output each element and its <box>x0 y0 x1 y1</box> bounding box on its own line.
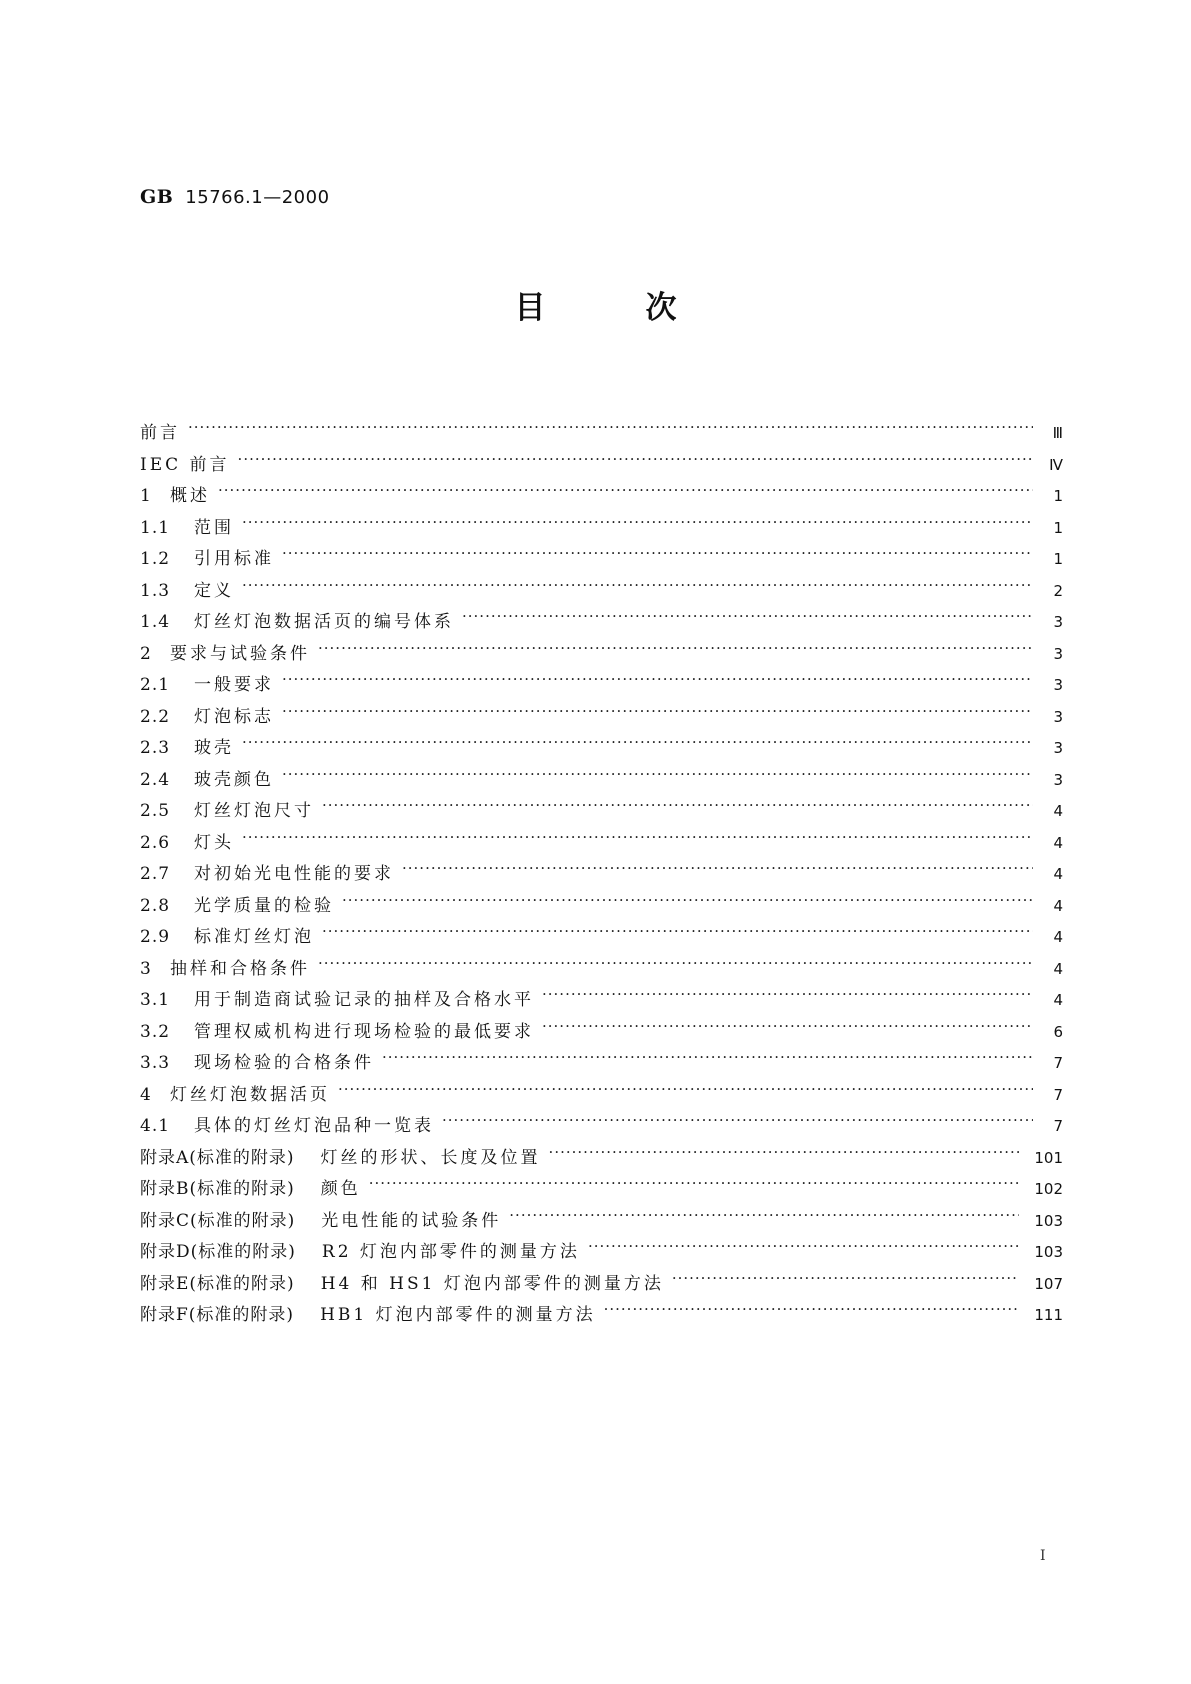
toc-entry-label: 玻壳 <box>194 738 234 758</box>
toc-entry-label: 现场检验的合格条件 <box>194 1053 374 1073</box>
toc-entry-label: 管理权威机构进行现场检验的最低要求 <box>194 1021 534 1042</box>
toc-entry-label: 抽样和合格条件 <box>170 958 310 979</box>
appendix-label: 颜色 <box>320 1179 361 1199</box>
toc-entry-label: 灯丝灯泡数据活页的编号体系 <box>194 612 454 632</box>
toc-leader-dots <box>242 516 1033 533</box>
toc-entry-page: 1 <box>1053 550 1063 568</box>
toc-entry-number: 1.3 <box>140 580 171 601</box>
toc-leader-dots <box>542 1020 1033 1037</box>
toc-leader-dots <box>282 547 1033 564</box>
toc-entry-page: 2 <box>1053 581 1063 600</box>
toc-entry-1-2[interactable] <box>140 544 1063 576</box>
toc-entry-3[interactable] <box>140 954 1063 986</box>
toc-entry-2-5[interactable] <box>140 796 1063 828</box>
toc-entry-label: 光学质量的检验 <box>194 895 334 916</box>
toc-entry-page: 7 <box>1053 1117 1063 1135</box>
appendix-label: 灯丝的形状、长度及位置 <box>320 1147 541 1168</box>
toc-entry-2-6[interactable] <box>140 828 1063 860</box>
toc-entry-label: 概述 <box>170 486 210 506</box>
toc-entry-1-3[interactable] <box>140 576 1063 608</box>
toc-entry-number: 2.3 <box>140 738 171 758</box>
toc-entry-page: 3 <box>1053 770 1063 789</box>
toc-entry-1-1[interactable] <box>140 513 1063 545</box>
appendix-label: 光电性能的试验条件 <box>321 1210 502 1231</box>
toc-entry-page: 4 <box>1053 896 1063 915</box>
toc-entry-2[interactable] <box>140 639 1063 671</box>
toc-appendix-c[interactable] <box>140 1206 1063 1238</box>
toc-entry-number: 2.4 <box>140 769 171 790</box>
toc-entry-4[interactable] <box>140 1080 1063 1112</box>
toc-entry-3-3[interactable] <box>140 1048 1063 1080</box>
toc-entry-label: 引用标准 <box>194 549 274 569</box>
toc-entry-page: 4 <box>1053 802 1063 820</box>
toc-appendix-e[interactable] <box>140 1269 1063 1301</box>
toc-leader-dots <box>462 610 1033 627</box>
toc-entry-number: 1 <box>140 486 152 506</box>
toc-entry-number: 2.1 <box>140 675 171 695</box>
toc-entry-number: 3.2 <box>140 1021 171 1042</box>
toc-entry-2-9[interactable] <box>140 922 1063 954</box>
toc-entry-page: 7 <box>1053 1085 1063 1104</box>
toc-entry-label: 玻壳颜色 <box>194 769 274 790</box>
appendix-label: H4 和 HS1 灯泡内部零件的测量方法 <box>320 1273 664 1294</box>
toc-entry-page: 4 <box>1053 959 1063 978</box>
toc-entry-2-2[interactable] <box>140 702 1063 734</box>
standard-number: 15766.1—2000 <box>185 187 330 208</box>
toc-leader-dots <box>442 1114 1033 1131</box>
toc-entry-number: 1.1 <box>140 517 171 538</box>
toc-entry-number: 4 <box>140 1084 152 1105</box>
toc-entry-label: 用于制造商试验记录的抽样及合格水平 <box>194 990 534 1010</box>
toc-entry-foreword[interactable] <box>140 418 1063 450</box>
toc-entry-page: 103 <box>1034 1243 1063 1261</box>
toc-leader-dots <box>318 642 1033 659</box>
toc-leader-dots <box>188 421 1033 438</box>
toc-leader-dots <box>218 484 1033 501</box>
toc-entry-1[interactable] <box>140 481 1063 513</box>
toc-entry-label: IEC 前言 <box>140 454 230 475</box>
toc-leader-dots <box>242 579 1033 596</box>
toc-entry-page: Ⅲ <box>1052 424 1063 442</box>
toc-entry-label: 标准灯丝灯泡 <box>194 927 314 947</box>
appendix-label: R2 灯泡内部零件的测量方法 <box>321 1242 580 1262</box>
appendix-name: 附录B(标准的附录) <box>140 1179 295 1199</box>
toc-entry-page: 7 <box>1053 1054 1063 1072</box>
toc-entry-3-2[interactable] <box>140 1017 1063 1049</box>
toc-entry-page: Ⅳ <box>1049 455 1063 474</box>
toc-entry-page: 101 <box>1034 1148 1063 1167</box>
toc-entry-label: 范围 <box>194 517 234 538</box>
table-of-contents <box>140 418 1063 1332</box>
toc-entry-1-4[interactable] <box>140 607 1063 639</box>
toc-entry-iec-foreword[interactable] <box>140 450 1063 482</box>
toc-leader-dots <box>322 799 1033 816</box>
toc-entry-label: 前言 <box>140 423 180 443</box>
toc-entry-label: 灯泡标志 <box>194 706 274 727</box>
toc-leader-dots <box>588 1240 1019 1257</box>
toc-appendix-d[interactable] <box>140 1237 1063 1269</box>
toc-entry-2-1[interactable] <box>140 670 1063 702</box>
toc-entry-label: 具体的灯丝灯泡品种一览表 <box>194 1116 434 1136</box>
appendix-name: 附录C(标准的附录) <box>140 1210 296 1231</box>
toc-entry-page: 3 <box>1053 739 1063 757</box>
appendix-name: 附录D(标准的附录) <box>140 1242 296 1262</box>
toc-entry-number: 2.7 <box>140 864 171 884</box>
toc-leader-dots <box>549 1146 1019 1163</box>
toc-entry-number: 2 <box>140 643 152 664</box>
toc-entry-number: 2.5 <box>140 801 171 821</box>
toc-entry-page: 111 <box>1034 1306 1063 1324</box>
toc-entry-label: 要求与试验条件 <box>170 643 310 664</box>
toc-entry-label: 一般要求 <box>194 675 274 695</box>
toc-entry-page: 103 <box>1034 1211 1063 1230</box>
toc-appendix-f[interactable] <box>140 1300 1063 1332</box>
toc-leader-dots <box>382 1051 1033 1068</box>
toc-leader-dots <box>542 988 1033 1005</box>
toc-entry-number: 2.8 <box>140 895 171 916</box>
toc-entry-2-8[interactable] <box>140 891 1063 923</box>
toc-entry-page: 1 <box>1053 487 1063 505</box>
toc-leader-dots <box>318 957 1033 974</box>
toc-entry-label: 对初始光电性能的要求 <box>194 864 394 884</box>
appendix-label: HB1 灯泡内部零件的测量方法 <box>320 1305 596 1325</box>
appendix-name: 附录F(标准的附录) <box>140 1305 295 1325</box>
toc-appendix-b[interactable] <box>140 1174 1063 1206</box>
toc-entry-page: 4 <box>1053 928 1063 946</box>
toc-entry-page: 3 <box>1053 613 1063 631</box>
toc-appendix-a[interactable] <box>140 1143 1063 1175</box>
page-number: Ⅰ <box>1040 1548 1046 1564</box>
toc-leader-dots <box>402 862 1033 879</box>
toc-leader-dots <box>509 1209 1019 1226</box>
toc-entry-page: 1 <box>1053 518 1063 537</box>
toc-entry-3-1[interactable] <box>140 985 1063 1017</box>
toc-leader-dots <box>338 1083 1033 1100</box>
toc-entry-number: 2.2 <box>140 706 171 727</box>
toc-entry-label: 定义 <box>194 580 234 601</box>
toc-entry-2-7[interactable] <box>140 859 1063 891</box>
toc-entry-number: 3.1 <box>140 990 171 1010</box>
appendix-name: 附录E(标准的附录) <box>140 1273 295 1294</box>
toc-leader-dots <box>369 1177 1019 1194</box>
toc-leader-dots <box>282 673 1033 690</box>
toc-leader-dots <box>242 831 1033 848</box>
appendix-name: 附录A(标准的附录) <box>140 1147 295 1168</box>
toc-leader-dots <box>604 1303 1019 1320</box>
toc-entry-number: 2.9 <box>140 927 171 947</box>
toc-leader-dots <box>672 1272 1019 1289</box>
toc-entry-page: 4 <box>1053 833 1063 852</box>
toc-entry-page: 4 <box>1053 991 1063 1009</box>
toc-entry-page: 3 <box>1053 707 1063 726</box>
toc-entry-page: 3 <box>1053 676 1063 694</box>
toc-entry-number: 3.3 <box>140 1053 171 1073</box>
toc-entry-number: 1.4 <box>140 612 171 632</box>
standard-prefix: GB <box>140 186 174 208</box>
standard-header <box>140 186 330 208</box>
toc-leader-dots <box>322 925 1033 942</box>
toc-entry-label: 灯丝灯泡尺寸 <box>194 801 314 821</box>
toc-leader-dots <box>238 453 1033 470</box>
toc-entry-number: 4.1 <box>140 1116 171 1136</box>
toc-entry-label: 灯丝灯泡数据活页 <box>170 1084 330 1105</box>
toc-leader-dots <box>282 705 1033 722</box>
toc-entry-page: 6 <box>1053 1022 1063 1041</box>
toc-entry-label: 灯头 <box>194 832 234 853</box>
toc-entry-2-3[interactable] <box>140 733 1063 765</box>
page-title: 目次 <box>514 290 777 326</box>
toc-entry-number: 3 <box>140 958 152 979</box>
toc-entry-page: 102 <box>1034 1180 1063 1198</box>
toc-leader-dots <box>282 768 1033 785</box>
toc-leader-dots <box>342 894 1033 911</box>
toc-entry-number: 2.6 <box>140 832 171 853</box>
toc-entry-2-4[interactable] <box>140 765 1063 797</box>
toc-entry-number: 1.2 <box>140 549 171 569</box>
toc-entry-page: 4 <box>1053 865 1063 883</box>
toc-entry-4-1[interactable] <box>140 1111 1063 1143</box>
toc-entry-page: 107 <box>1034 1274 1063 1293</box>
toc-entry-page: 3 <box>1053 644 1063 663</box>
toc-leader-dots <box>242 736 1033 753</box>
